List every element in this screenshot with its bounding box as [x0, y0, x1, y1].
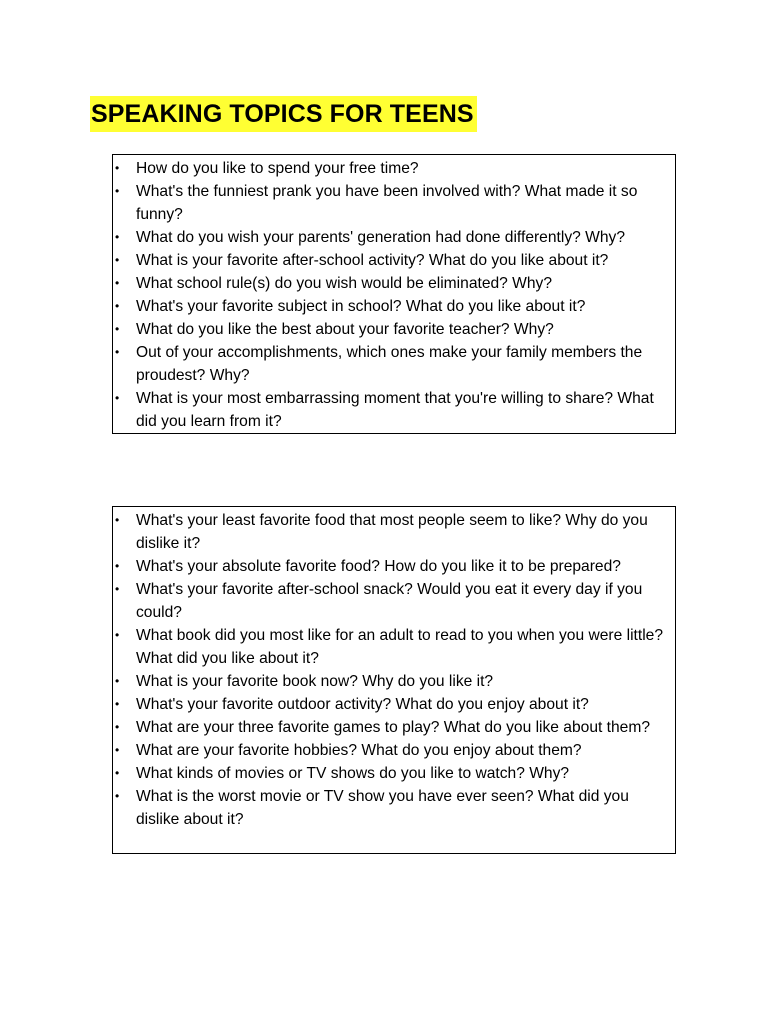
- list-item: [113, 249, 675, 272]
- question-text: What's your favorite outdoor activity? What do you enjoy about it?: [136, 696, 589, 713]
- list-item: [113, 693, 675, 716]
- question-text: What's your favorite subject in school? What do you like about it?: [136, 298, 586, 315]
- list-item: [113, 295, 675, 318]
- list-item: [113, 180, 675, 226]
- question-text: What's your favorite after-school snack? Would you eat it every day if you could?: [136, 581, 643, 621]
- question-text: What's your least favorite food that most people seem to like? Why do you dislike it?: [136, 512, 648, 552]
- question-text: What is your favorite after-school activity? What do you like about it?: [136, 252, 609, 269]
- list-item: [113, 272, 675, 295]
- bullet-icon: •: [115, 184, 120, 198]
- bullet-icon: •: [115, 513, 120, 527]
- question-box-2: [112, 506, 676, 854]
- question-text: What book did you most like for an adult to read to you when you were little? What did you like about it?: [136, 627, 664, 667]
- question-text: What do you like the best about your favorite teacher? Why?: [136, 321, 554, 338]
- question-text: How do you like to spend your free time?: [136, 160, 419, 177]
- bullet-icon: •: [115, 789, 120, 803]
- page-title: SPEAKING TOPICS FOR TEENS: [90, 96, 477, 132]
- question-text: What are your favorite hobbies? What do you enjoy about them?: [136, 742, 582, 759]
- bullet-icon: •: [115, 697, 120, 711]
- question-text: What is your most embarrassing moment that you're willing to share? What did you learn from it?: [136, 390, 654, 430]
- question-text: What is your favorite book now? Why do you like it?: [136, 673, 494, 690]
- bullet-icon: •: [115, 582, 120, 596]
- bullet-icon: •: [115, 674, 120, 688]
- bullet-icon: •: [115, 322, 120, 336]
- question-text: What's your absolute favorite food? How do you like it to be prepared?: [136, 558, 621, 575]
- question-text: What's the funniest prank you have been involved with? What made it so funny?: [136, 183, 638, 223]
- bullet-icon: •: [115, 743, 120, 757]
- list-item: [113, 762, 675, 785]
- bullet-icon: •: [115, 299, 120, 313]
- bullet-icon: •: [115, 276, 120, 290]
- list-item: [113, 716, 675, 739]
- list-item: [113, 785, 675, 831]
- list-item: [113, 509, 675, 555]
- list-item: [113, 157, 675, 180]
- bullet-icon: •: [115, 253, 120, 267]
- list-item: [113, 624, 675, 670]
- bullet-icon: •: [115, 391, 120, 405]
- question-box-1: [112, 154, 676, 434]
- list-item: [113, 318, 675, 341]
- bullet-icon: •: [115, 720, 120, 734]
- list-item: [113, 341, 675, 387]
- list-item: [113, 578, 675, 624]
- question-list-2: [113, 507, 675, 831]
- question-text: What is the worst movie or TV show you have ever seen? What did you dislike about it?: [136, 788, 629, 828]
- bullet-icon: •: [115, 230, 120, 244]
- question-text: What do you wish your parents' generation had done differently? Why?: [136, 229, 625, 246]
- question-text: What are your three favorite games to play? What do you like about them?: [136, 719, 650, 736]
- list-item: [113, 670, 675, 693]
- bullet-icon: •: [115, 766, 120, 780]
- list-item: [113, 555, 675, 578]
- question-text: Out of your accomplishments, which ones make your family members the proudest? Why?: [136, 344, 643, 384]
- bullet-icon: •: [115, 345, 120, 359]
- bullet-icon: •: [115, 161, 120, 175]
- question-text: What school rule(s) do you wish would be eliminated? Why?: [136, 275, 553, 292]
- bullet-icon: •: [115, 559, 120, 573]
- question-list-1: [113, 155, 675, 433]
- bullet-icon: •: [115, 628, 120, 642]
- list-item: [113, 739, 675, 762]
- list-item: [113, 226, 675, 249]
- question-text: What kinds of movies or TV shows do you like to watch? Why?: [136, 765, 570, 782]
- list-item: [113, 387, 675, 433]
